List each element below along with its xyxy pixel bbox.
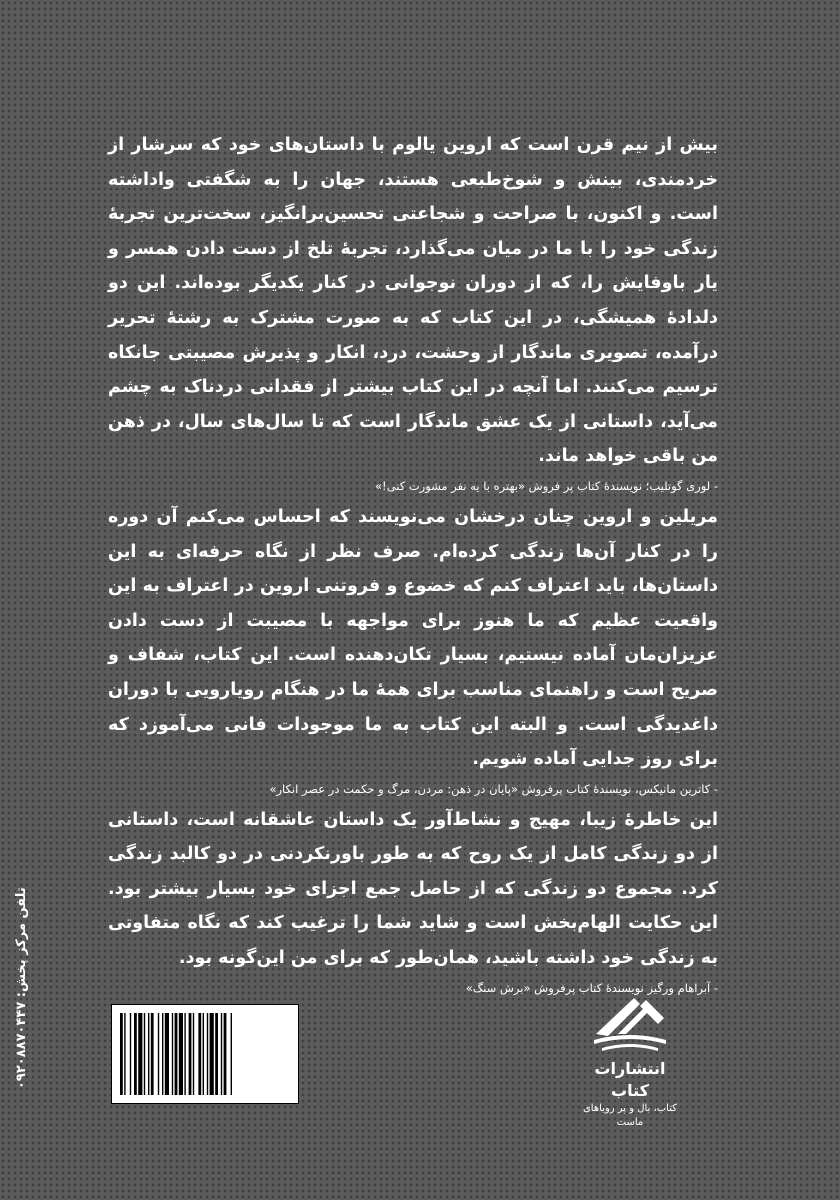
- blurb-paragraph-2: مریلین و اروین چنان درخشان می‌نویسند که احساس می‌کنم آن دوره را در کنار آن‌ها زندگی کرده‌ام. صرف نظر از نگاه حرفه‌ای به این داستان‌ها، باید اعتراف کنم که خضوع و فروتنی اروین در اعتراف به این واقعیت عظیم که ما هنوز برای مواجهه با مصیبت از دست دادن عزیزان‌مان آماده نیستیم، بسیار تکان‌دهنده است. این کتاب، شفاف و صریح است و راهنمای مناسب برای همهٔ ما در هنگام رویارویی با دوران داغدیدگی است. و البته این کتاب به ما موجودات فانی می‌آموزد که برای روز جدایی آماده شویم.: [108, 506, 718, 770]
- blurb-citation-2: - کاترین مانیکس، نویسندهٔ کتاب پرفروش «پایان در ذهن: مردن، مرگ و حکمت در عصر انکار»: [269, 781, 718, 796]
- blurb-paragraph-3: این خاطرهٔ زیبا، مهیج و نشاط‌آور یک داستان عاشقانه است، داستانی از دو زندگی کامل از یک روح که به طور باورنکردنی در دو کالبد زندگی کرد. مجموع دو زندگی که از حاصل جمع اجزای خود بسیار بیشتر بود. این حکایت الهام‌بخش است و شاید شما را ترغیب کند که نگاه متفاوتی به زندگی خود داشته باشید، همان‌طور که برای من این‌گونه بود.: [108, 809, 718, 969]
- blurb-citation-1: - لوری گوتلیب؛ نویسندهٔ کتاب پر فروش «بهتره با یه نفر مشورت کنی!»: [375, 478, 718, 493]
- barcode-icon: [111, 1004, 299, 1104]
- open-book-logo-icon: [588, 990, 672, 1056]
- blurb-paragraph-1: بیش از نیم قرن است که اروین یالوم با داستان‌های خود که سرشار از خردمندی، بینش و شوخ‌طبعی هستند، جهان را به شگفتی واداشته است. و اکنون، با صراحت و شجاعتی تحسین‌برانگیز، سخت‌ترین تجربهٔ زندگی خود را با ما در میان می‌گذارد، تجربهٔ تلخ از دست دادن همسر و یار باوفایش را، که از دوران نوجوانی در کنار یکدیگر بوده‌اند. این دو دلدادهٔ همیشگی، در این کتاب که به صورت مشترک به رشتهٔ تحریر درآمده، تصویری ماندگار از وحشت، درد، انکار و پذیرش مصیبتی جانکاه ترسیم می‌کنند. اما آنچه در این کتاب بیشتر از فقدانی دردناک به چشم می‌آید، داستانی از یک عشق ماندگار است که تا سال‌های سال، در ذهن من باقی خواهد ماند.: [108, 135, 718, 467]
- publisher-logo: [575, 990, 685, 1128]
- publisher-name: انتشارات کتاب: [594, 1059, 666, 1100]
- publisher-tagline: کتاب، بال و پر رویاهای ماست: [582, 1103, 678, 1128]
- back-cover-text: [108, 128, 718, 1002]
- distribution-phone: تلفن مرکز پخش: ۰۹۲۰۸۸۷۰۴۴۷: [14, 887, 29, 1089]
- blurb-citation-3: - آبراهام ورگیز نویسندهٔ کتاب پرفروش «برش سنگ»: [465, 980, 718, 995]
